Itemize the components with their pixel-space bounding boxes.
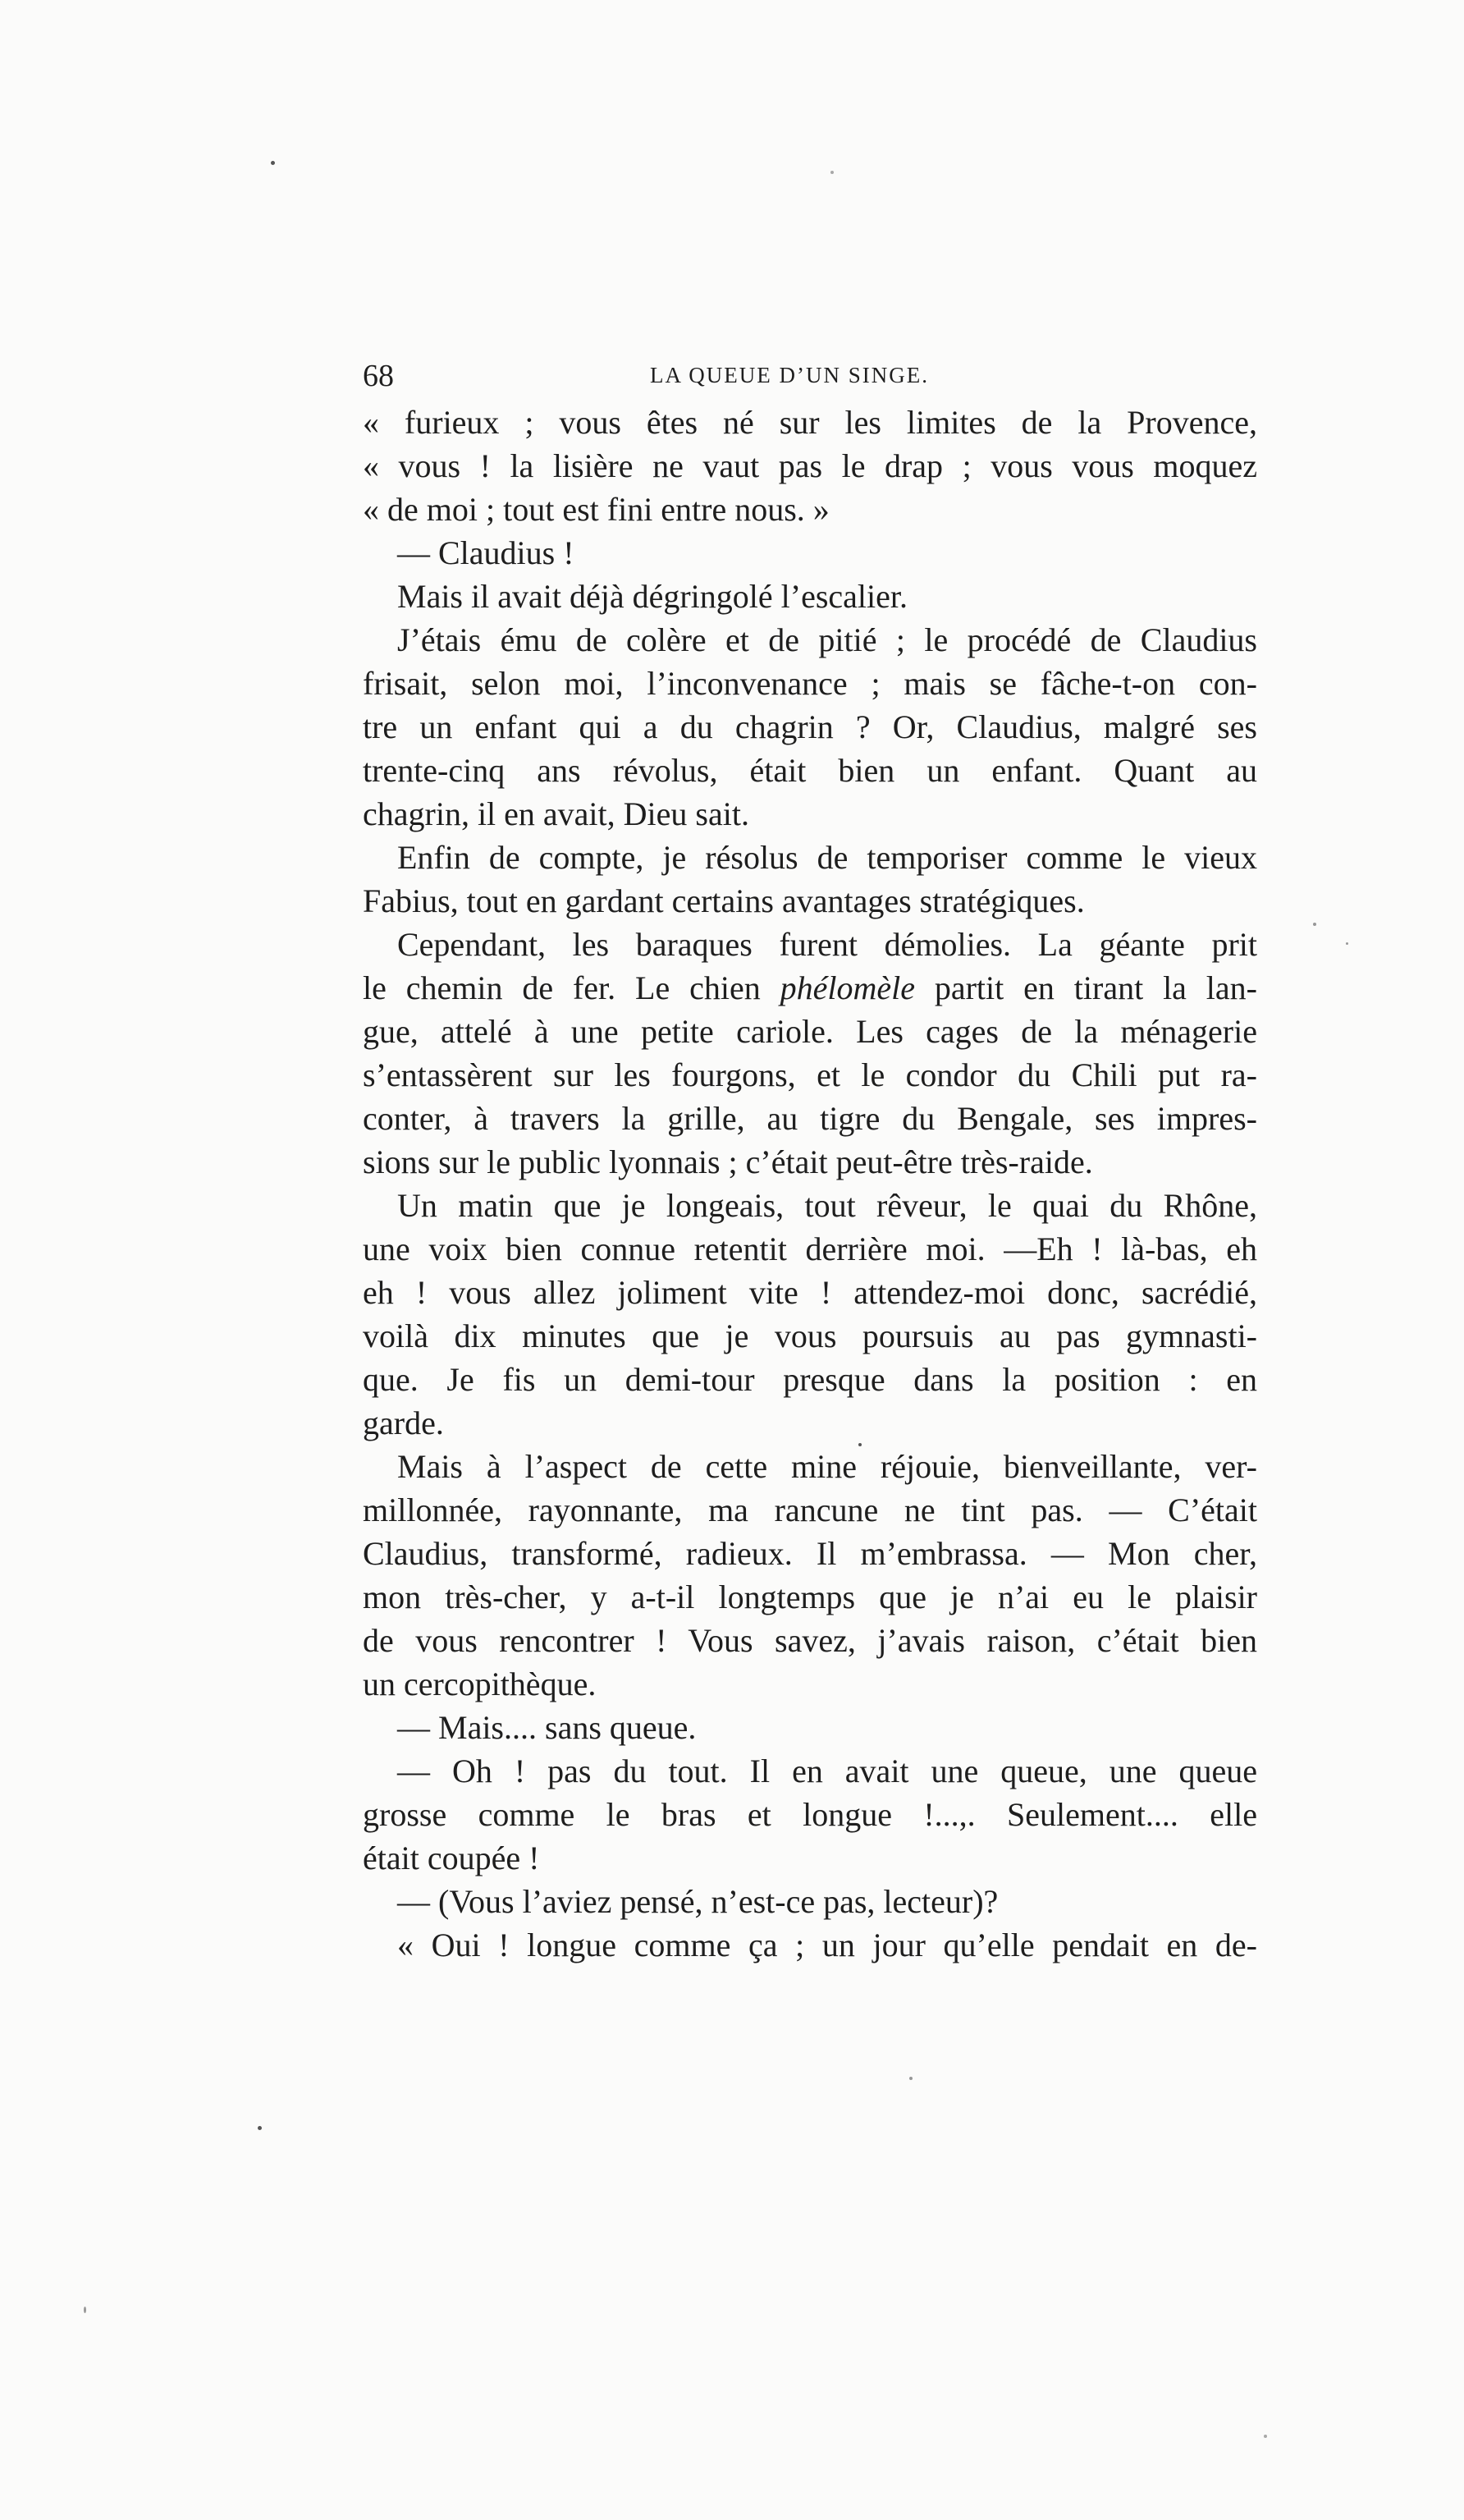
italic-word: phélomèle: [780, 969, 915, 1006]
text-line: mon très-cher, y a-t-il longtemps que je n’ai eu le plaisir: [363, 1578, 1257, 1615]
text-line: Enfin de compte, je résolus de temporiser comme le vieux: [397, 839, 1257, 876]
text-line: frisait, selon moi, l’inconvenance ; mais se fâche-t-on con-: [363, 665, 1257, 702]
text-line: tre un enfant qui a du chagrin ? Or, Claudius, malgré ses: [363, 708, 1257, 745]
text-line: s’entassèrent sur les fourgons, et le condor du Chili put ra-: [363, 1056, 1257, 1093]
text-line: de vous rencontrer ! Vous savez, j’avais raison, c’était bien: [363, 1622, 1257, 1659]
text-line: conter, à travers la grille, au tigre du Bengale, ses impres-: [363, 1100, 1257, 1137]
scan-speck: [1346, 942, 1348, 945]
running-title: LA QUEUE D’UN SINGE.: [650, 363, 929, 387]
text-line: — Mais.... sans queue.: [397, 1709, 697, 1746]
text-line: « vous ! la lisière ne vaut pas le drap ; vous vous moquez: [363, 447, 1257, 484]
text-line: Un matin que je longeais, tout rêveur, le quai du Rhône,: [397, 1187, 1257, 1224]
text-line: sions sur le public lyonnais ; c’était peut-être très-raide.: [363, 1143, 1093, 1180]
text-line: Claudius, transformé, radieux. Il m’embrassa. — Mon cher,: [363, 1535, 1257, 1572]
scan-speck: [909, 2077, 913, 2080]
text-line: Fabius, tout en gardant certains avantages stratégiques.: [363, 882, 1085, 919]
text-line: trente-cinq ans révolus, était bien un enfant. Quant au: [363, 752, 1257, 789]
text-line: voilà dix minutes que je vous poursuis au pas gymnasti-: [363, 1317, 1257, 1354]
text-line: [363, 966, 1257, 1010]
scan-speck: [84, 2307, 86, 2313]
text-line: gue, attelé à une petite cariole. Les cages de la ménagerie: [363, 1013, 1257, 1050]
scan-speck: [271, 161, 275, 165]
text-line: que. Je fis un demi-tour presque dans la position : en: [363, 1361, 1257, 1398]
scan-speck: [830, 171, 834, 174]
text-line: « de moi ; tout est fini entre nous. »: [363, 491, 830, 528]
text-line: eh ! vous allez joliment vite ! attendez-moi donc, sacrédié,: [363, 1274, 1257, 1311]
text-line: Cependant, les baraques furent démolies. La géante prit: [397, 926, 1257, 963]
text-line: « Oui ! longue comme ça ; un jour qu’elle pendait en de-: [397, 1927, 1257, 1963]
text-line: était coupée !: [363, 1840, 540, 1876]
text-line: grosse comme le bras et longue !...,. Seulement.... elle: [363, 1796, 1257, 1833]
scan-speck: [1313, 923, 1316, 926]
text-line: — Oh ! pas du tout. Il en avait une queue, une queue: [397, 1753, 1257, 1789]
body-text: [363, 401, 1257, 1967]
text-line: une voix bien connue retentit derrière moi. —Eh ! là-bas, eh: [363, 1230, 1257, 1267]
text-line: garde.: [363, 1404, 444, 1441]
running-head: [363, 358, 1257, 407]
text-line: « furieux ; vous êtes né sur les limites de la Provence,: [363, 404, 1257, 441]
scan-speck: [1264, 2435, 1267, 2438]
scan-speck: [858, 1443, 862, 1446]
text-line: — (Vous l’aviez pensé, n’est-ce pas, lecteur)?: [397, 1883, 999, 1920]
text-line: chagrin, il en avait, Dieu sait.: [363, 795, 749, 832]
text-span: le chemin de fer. Le chien: [363, 969, 780, 1006]
text-line: Mais il avait déjà dégringolé l’escalier.: [397, 578, 908, 615]
text-line: J’étais ému de colère et de pitié ; le procédé de Claudius: [397, 621, 1257, 658]
page-number: 68: [363, 359, 394, 393]
text-line: millonnée, rayonnante, ma rancune ne tint pas. — C’était: [363, 1491, 1257, 1528]
text-line: Mais à l’aspect de cette mine réjouie, bienveillante, ver-: [397, 1448, 1257, 1485]
scan-speck: [258, 2126, 262, 2130]
text-line: un cercopithèque.: [363, 1665, 597, 1702]
text-span: partit en tirant la lan-: [914, 969, 1257, 1006]
text-line: — Claudius !: [397, 534, 574, 571]
